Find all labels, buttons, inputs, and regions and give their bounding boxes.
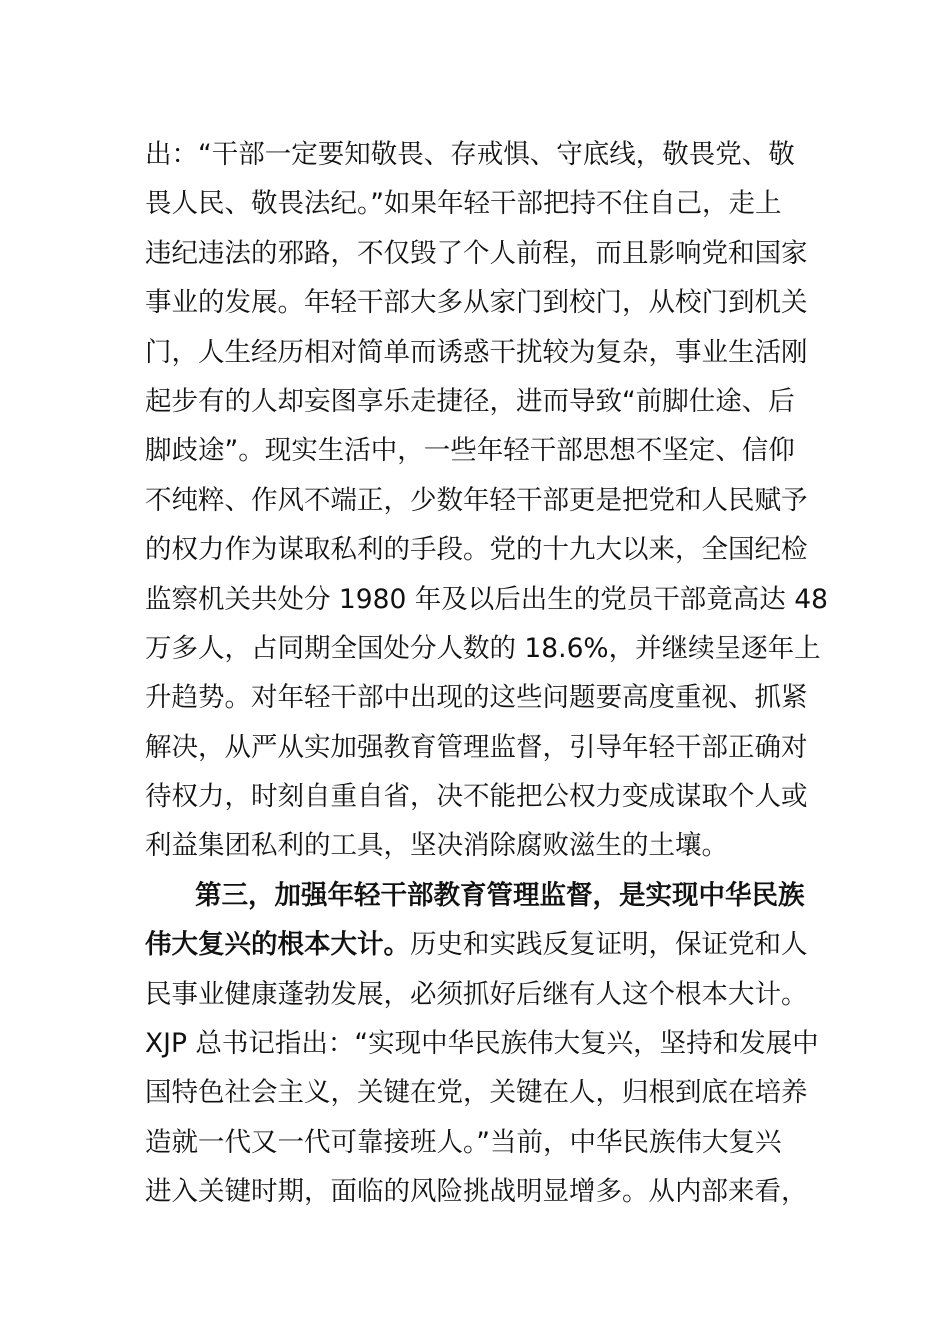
- text-line: 的权力作为谋取私利的手段。党的十九大以来，全国纪检: [145, 534, 808, 566]
- text-line: 利益集团私利的工具，坚决消除腐败滋生的土壤。: [145, 830, 728, 862]
- text-line: 门，人生经历相对简单而诱惑干扰较为复杂，事业生活刚: [145, 336, 808, 368]
- body-text: [145, 130, 828, 1217]
- text-run: 历史和实践反复证明，保证党和人: [410, 929, 808, 961]
- text-line: 不纯粹、作风不端正，少数年轻干部更是把党和人民赋予: [145, 484, 808, 516]
- paragraph-1: [145, 130, 828, 871]
- section-heading: 第三，加强年轻干部教育管理监督，是实现中华民族: [195, 879, 805, 911]
- text-line: 升趋势。对年轻干部中出现的这些问题要高度重视、抓紧: [145, 682, 808, 714]
- text-line: [145, 920, 825, 969]
- text-line: 待权力，时刻自重自省，决不能把公权力变成谋取个人或: [145, 781, 808, 813]
- text-line: 监察机关共处分 1980 年及以后出生的党员干部竟高达 48: [145, 583, 828, 615]
- text-line: 出：“干部一定要知敬畏、存戒惧、守底线，敬畏党、敬: [145, 139, 795, 170]
- section-heading-end: 伟大复兴的根本大计。: [145, 929, 410, 961]
- text-line: 事业的发展。年轻干部大多从家门到校门，从校门到机关: [145, 287, 808, 319]
- text-line: 脚歧途”。现实生活中，一些年轻干部思想不坚定、信仰: [145, 435, 795, 467]
- text-line: 解决，从严从实加强教育管理监督，引导年轻干部正确对: [145, 731, 808, 763]
- paragraph-2: [145, 871, 825, 1217]
- text-line: 民事业健康蓬勃发展，必须抓好后继有人这个根本大计。: [145, 978, 808, 1010]
- text-line: 畏人民、敬畏法纪。”如果年轻干部把持不住自己，走上: [145, 188, 782, 220]
- text-line: XJP 总书记指出：“实现中华民族伟大复兴，坚持和发展中: [145, 1028, 819, 1060]
- text-line: 造就一代又一代可靠接班人。”当前，中华民族伟大复兴: [145, 1126, 782, 1158]
- text-line: 国特色社会主义，关键在党，关键在人，归根到底在培养: [145, 1077, 808, 1109]
- text-line: 进入关键时期，面临的风险挑战明显增多。从内部来看，: [145, 1176, 808, 1208]
- text-line: 违纪违法的邪路，不仅毁了个人前程，而且影响党和国家: [145, 237, 808, 269]
- text-line: 起步有的人却妄图享乐走捷径，进而导致“前脚仕途、后: [145, 385, 795, 417]
- text-line: 万多人，占同期全国处分人数的 18.6%，并继续呈逐年上: [145, 632, 821, 664]
